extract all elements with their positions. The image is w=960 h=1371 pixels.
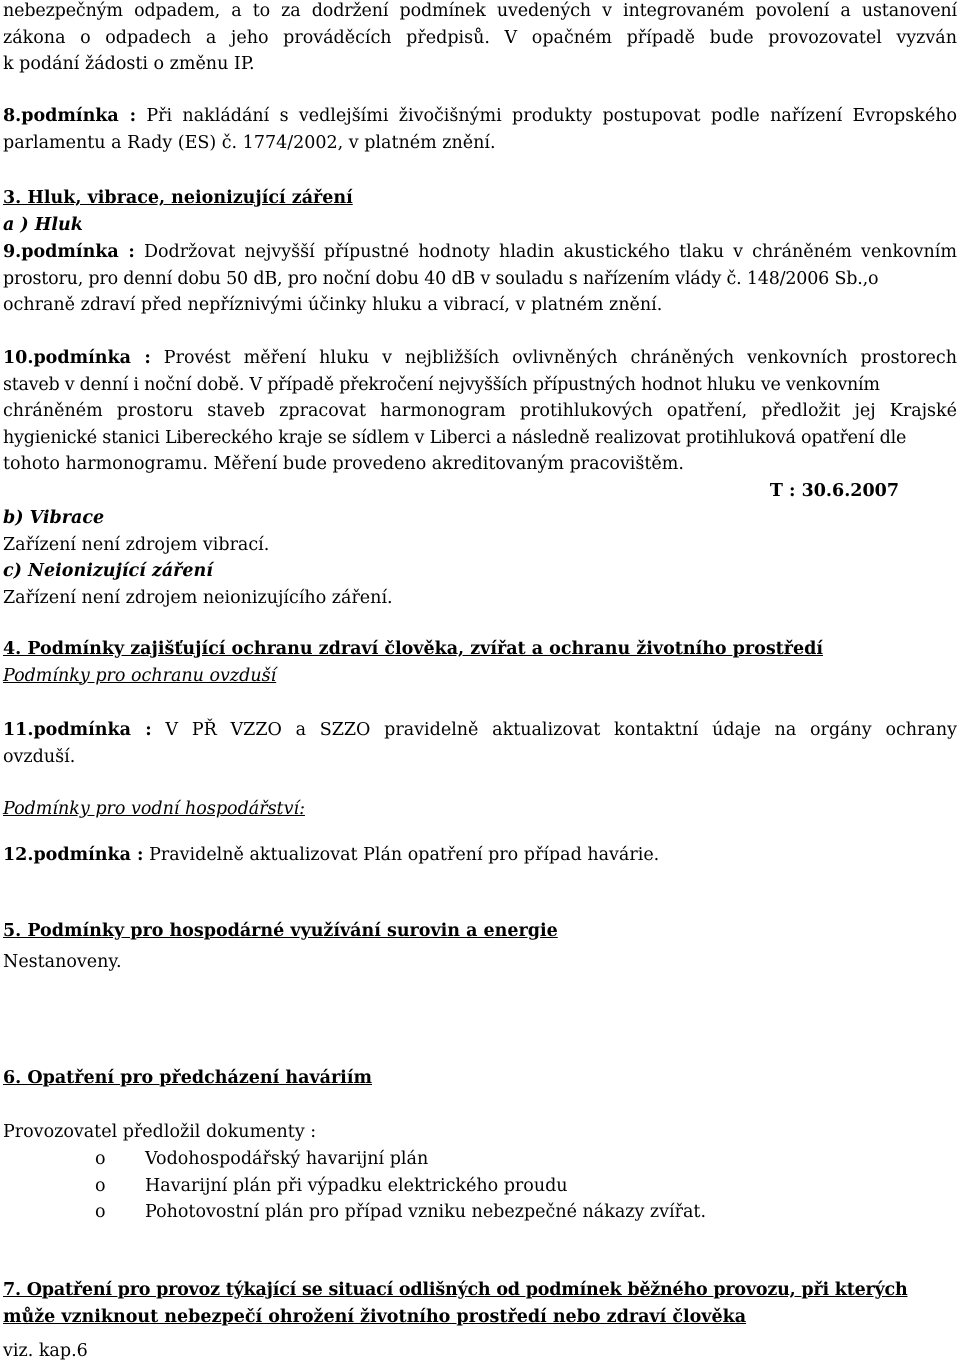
section-4-title: 4. Podmínky zajišťující ochranu zdraví člověka, zvířat a ochranu životního prostředí [3,639,823,659]
section-7-title-line-1: 7. Opatření pro provoz týkající se situací odlišných od podmínek běžného provozu, při kterých [3,1280,908,1300]
subsection-vibrations [3,505,957,558]
condition-11-text-2: ovzduší. [3,746,76,767]
condition-10-text-3: chráněném prostoru staveb zpracovat harmonogram protihlukových opatření, předložit jej Krajské [3,401,957,421]
air-protection-subtitle: Podmínky pro ochranu ovzduší [3,665,277,686]
section-6-document-list [3,1146,957,1226]
condition-10 [3,345,957,504]
water-management-subtitle: Podmínky pro vodní hospodářství: [3,799,305,819]
section-3 [3,185,957,238]
list-item-text: Vodohospodářský havarijní plán [145,1149,429,1169]
section-5 [3,918,957,975]
section-6-title: 6. Opatření pro předcházení haváriím [3,1068,372,1088]
condition-12-text: Pravidelně aktualizovat Plán opatření pro případ havárie. [143,845,660,865]
list-bullet: o [95,1149,106,1169]
condition-10-text-1: Provést měření hluku v nejbližších ovlivněných chráněných venkovních prostorech [150,348,957,368]
condition-9 [3,239,957,319]
condition-10-text-2: staveb v denní i noční době. V případě překročení nejvyšších přípustných hodnot hluku ve venkovním [3,374,880,395]
section-6-intro: Provozovatel předložil dokumenty : [3,1122,317,1142]
vibrations-title: b) Vibrace [3,508,105,528]
condition-8 [3,103,957,156]
condition-10-label: 10.podmínka : [3,348,151,368]
condition-12-label: 12.podmínka : [3,845,144,865]
list-item-text: Havarijní plán při výpadku elektrického proudu [145,1175,568,1196]
intro-paragraph [3,0,957,78]
subsection-noise-title: a ) Hluk [3,214,83,235]
section-7-title-line-2: může vzniknout nebezpečí ohrožení životního prostředí nebo zdraví člověka [3,1306,747,1327]
condition-11-text-1: V PŘ VZZO a SZZO pravidelně aktualizovat kontaktní údaje na orgány ochrany [151,720,958,740]
section-3-title: 3. Hluk, vibrace, neionizující záření [3,188,353,208]
condition-9-text-3: ochraně zdraví před nepříznivými účinky hluku a vibrací, v platném znění. [3,295,663,315]
condition-9-text-1: Dodržovat nejvyšší přípustné hodnoty hladin akustického tlaku v chráněném venkovním [134,242,958,262]
section-5-text: Nestanoveny. [3,951,122,972]
section-6 [3,1065,957,1092]
section-4 [3,636,957,689]
condition-8-text-1: Při nakládání s vedlejšími živočišnými produkty postupovat podle nařízení Evropského [136,106,957,126]
condition-11 [3,717,957,770]
condition-8-label: 8.podmínka : [3,106,137,126]
condition-10-deadline: T : 30.6.2007 [769,480,899,501]
list-bullet: o [95,1175,106,1196]
section-7-text: viz. kap.6 [3,1341,88,1361]
list-item-text: Pohotovostní plán pro případ vzniku nebezpečné nákazy zvířat. [145,1202,707,1222]
intro-line-3: k podání žádosti o změnu IP. [3,54,255,74]
condition-9-text-2: prostoru, pro denní dobu 50 dB, pro noční dobu 40 dB v souladu s nařízením vlády č. 148/2006 Sb.,o [3,268,879,289]
list-bullet: o [95,1202,106,1222]
condition-8-text-2: parlamentu a Rady (ES) č. 1774/2002, v platném znění. [3,132,496,153]
section-5-title: 5. Podmínky pro hospodárné využívání surovin a energie [3,921,558,941]
condition-11-label: 11.podmínka : [3,720,152,740]
section-7 [3,1277,957,1365]
condition-10-text-4: hygienické stanici Libereckého kraje se sídlem v Liberci a následně realizovat protihluková opatření dle [3,427,907,448]
intro-line-2: zákona o odpadech a jeho prováděcích předpisů. V opačném případě bude provozovatel vyzván [3,27,957,48]
non-ionizing-text: Zařízení není zdrojem neionizujícího záření. [3,587,393,608]
intro-line-1: nebezpečným odpadem, a to za dodržení podmínek uvedených v integrovaném povolení a ustanovení [3,1,957,21]
subsection-non-ionizing [3,558,957,611]
condition-12 [3,842,957,869]
vibrations-text: Zařízení není zdrojem vibrací. [3,534,270,555]
non-ionizing-title: c) Neionizující záření [3,561,213,581]
condition-10-text-5: tohoto harmonogramu. Měření bude provedeno akreditovaným pracovištěm. [3,454,684,474]
condition-9-label: 9.podmínka : [3,242,135,262]
